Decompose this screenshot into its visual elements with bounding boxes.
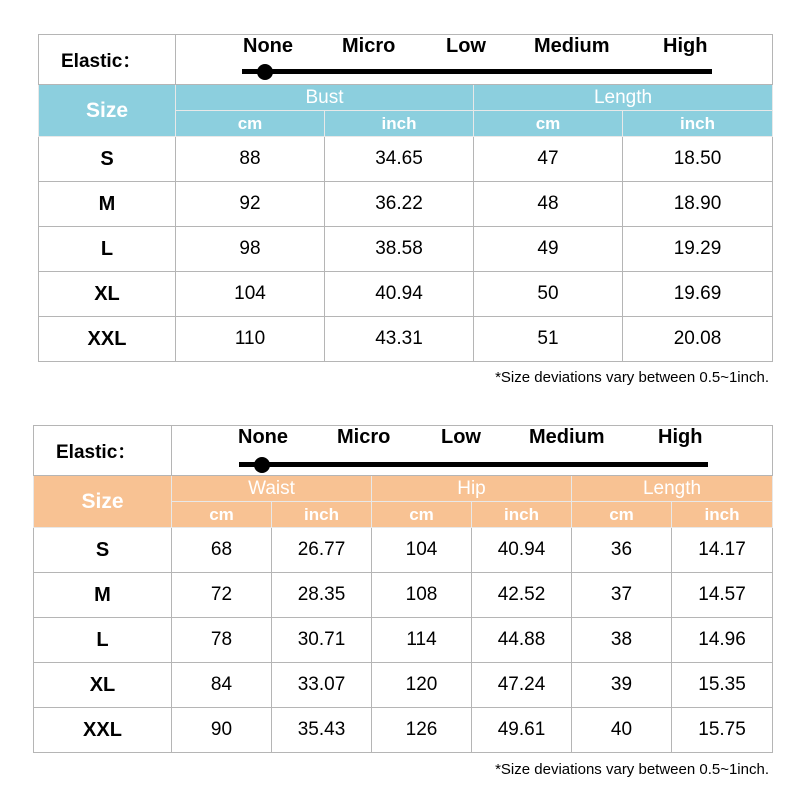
- elastic-row: [34, 426, 773, 476]
- elastic-option-medium: Medium: [529, 425, 605, 448]
- group-header-waist: Waist: [172, 476, 372, 502]
- value-cell: 47: [474, 137, 623, 182]
- elastic-scale-line: [239, 462, 708, 467]
- value-cell: 72: [172, 573, 272, 618]
- group-header-length: Length: [572, 476, 773, 502]
- value-cell: 38.58: [325, 227, 474, 272]
- value-cell: 49.61: [472, 708, 572, 753]
- table-row: [39, 137, 773, 182]
- unit-header: cm: [176, 111, 325, 137]
- value-cell: 36.22: [325, 182, 474, 227]
- value-cell: 15.35: [672, 663, 773, 708]
- value-cell: 28.35: [272, 573, 372, 618]
- table-row: [34, 528, 773, 573]
- value-cell: 35.43: [272, 708, 372, 753]
- elastic-level-marker: [254, 457, 270, 473]
- elastic-option-low: Low: [441, 425, 481, 448]
- size-cell: M: [34, 573, 172, 618]
- size-chart-top: [0, 34, 800, 394]
- value-cell: 40.94: [325, 272, 474, 317]
- size-cell: XXL: [34, 708, 172, 753]
- table-row: [39, 317, 773, 362]
- value-cell: 20.08: [623, 317, 773, 362]
- size-cell: XXL: [39, 317, 176, 362]
- size-cell: L: [39, 227, 176, 272]
- value-cell: 14.57: [672, 573, 773, 618]
- size-cell: S: [34, 528, 172, 573]
- elastic-option-high: High: [658, 425, 703, 448]
- value-cell: 126: [372, 708, 472, 753]
- value-cell: 38: [572, 618, 672, 663]
- group-header-bust: Bust: [176, 85, 474, 111]
- elastic-option-none: None: [243, 34, 293, 57]
- elastic-label: Elastic：: [39, 35, 176, 85]
- value-cell: 44.88: [472, 618, 572, 663]
- value-cell: 88: [176, 137, 325, 182]
- value-cell: 104: [372, 528, 472, 573]
- elastic-option-micro: Micro: [337, 425, 391, 448]
- unit-header: inch: [472, 502, 572, 528]
- table-row: [34, 708, 773, 753]
- size-header: Size: [34, 476, 172, 528]
- value-cell: 51: [474, 317, 623, 362]
- value-cell: 110: [176, 317, 325, 362]
- value-cell: 78: [172, 618, 272, 663]
- value-cell: 33.07: [272, 663, 372, 708]
- value-cell: 30.71: [272, 618, 372, 663]
- value-cell: 40: [572, 708, 672, 753]
- value-cell: 104: [176, 272, 325, 317]
- table-row: [34, 573, 773, 618]
- value-cell: 37: [572, 573, 672, 618]
- unit-header: cm: [172, 502, 272, 528]
- unit-header: inch: [623, 111, 773, 137]
- value-cell: 92: [176, 182, 325, 227]
- value-cell: 26.77: [272, 528, 372, 573]
- unit-header: inch: [272, 502, 372, 528]
- elastic-option-none: None: [238, 425, 288, 448]
- group-header-row: [34, 476, 773, 502]
- table-row: [39, 227, 773, 272]
- unit-header: cm: [572, 502, 672, 528]
- table-row: [39, 182, 773, 227]
- value-cell: 43.31: [325, 317, 474, 362]
- elastic-option-medium: Medium: [534, 34, 610, 57]
- value-cell: 39: [572, 663, 672, 708]
- size-cell: M: [39, 182, 176, 227]
- size-header: Size: [39, 85, 176, 137]
- value-cell: 114: [372, 618, 472, 663]
- value-cell: 42.52: [472, 573, 572, 618]
- value-cell: 108: [372, 573, 472, 618]
- elastic-option-low: Low: [446, 34, 486, 57]
- group-header-length: Length: [474, 85, 773, 111]
- elastic-scale: [176, 35, 773, 85]
- size-chart-bottom: [0, 425, 800, 790]
- value-cell: 15.75: [672, 708, 773, 753]
- table-row: [34, 663, 773, 708]
- elastic-row: [39, 35, 773, 85]
- size-table-bottom: [33, 425, 773, 753]
- size-cell: L: [34, 618, 172, 663]
- value-cell: 120: [372, 663, 472, 708]
- size-deviation-note: *Size deviations vary between 0.5~1inch.: [495, 761, 769, 778]
- value-cell: 14.96: [672, 618, 773, 663]
- value-cell: 47.24: [472, 663, 572, 708]
- size-cell: XL: [39, 272, 176, 317]
- value-cell: 48: [474, 182, 623, 227]
- value-cell: 49: [474, 227, 623, 272]
- value-cell: 36: [572, 528, 672, 573]
- size-table-top: [38, 34, 773, 362]
- value-cell: 18.50: [623, 137, 773, 182]
- value-cell: 34.65: [325, 137, 474, 182]
- value-cell: 40.94: [472, 528, 572, 573]
- value-cell: 84: [172, 663, 272, 708]
- value-cell: 19.69: [623, 272, 773, 317]
- value-cell: 68: [172, 528, 272, 573]
- value-cell: 90: [172, 708, 272, 753]
- elastic-label: Elastic：: [34, 426, 172, 476]
- unit-header: cm: [372, 502, 472, 528]
- table-row: [39, 272, 773, 317]
- unit-header: inch: [672, 502, 773, 528]
- value-cell: 19.29: [623, 227, 773, 272]
- group-header-row: [39, 85, 773, 111]
- size-deviation-note: *Size deviations vary between 0.5~1inch.: [495, 369, 769, 386]
- elastic-option-micro: Micro: [342, 34, 396, 57]
- elastic-scale: [172, 426, 773, 476]
- table-row: [34, 618, 773, 663]
- value-cell: 18.90: [623, 182, 773, 227]
- elastic-level-marker: [257, 64, 273, 80]
- group-header-hip: Hip: [372, 476, 572, 502]
- size-cell: S: [39, 137, 176, 182]
- elastic-scale-line: [242, 69, 712, 74]
- value-cell: 50: [474, 272, 623, 317]
- unit-header: cm: [474, 111, 623, 137]
- value-cell: 98: [176, 227, 325, 272]
- size-cell: XL: [34, 663, 172, 708]
- value-cell: 14.17: [672, 528, 773, 573]
- unit-header: inch: [325, 111, 474, 137]
- elastic-option-high: High: [663, 34, 708, 57]
